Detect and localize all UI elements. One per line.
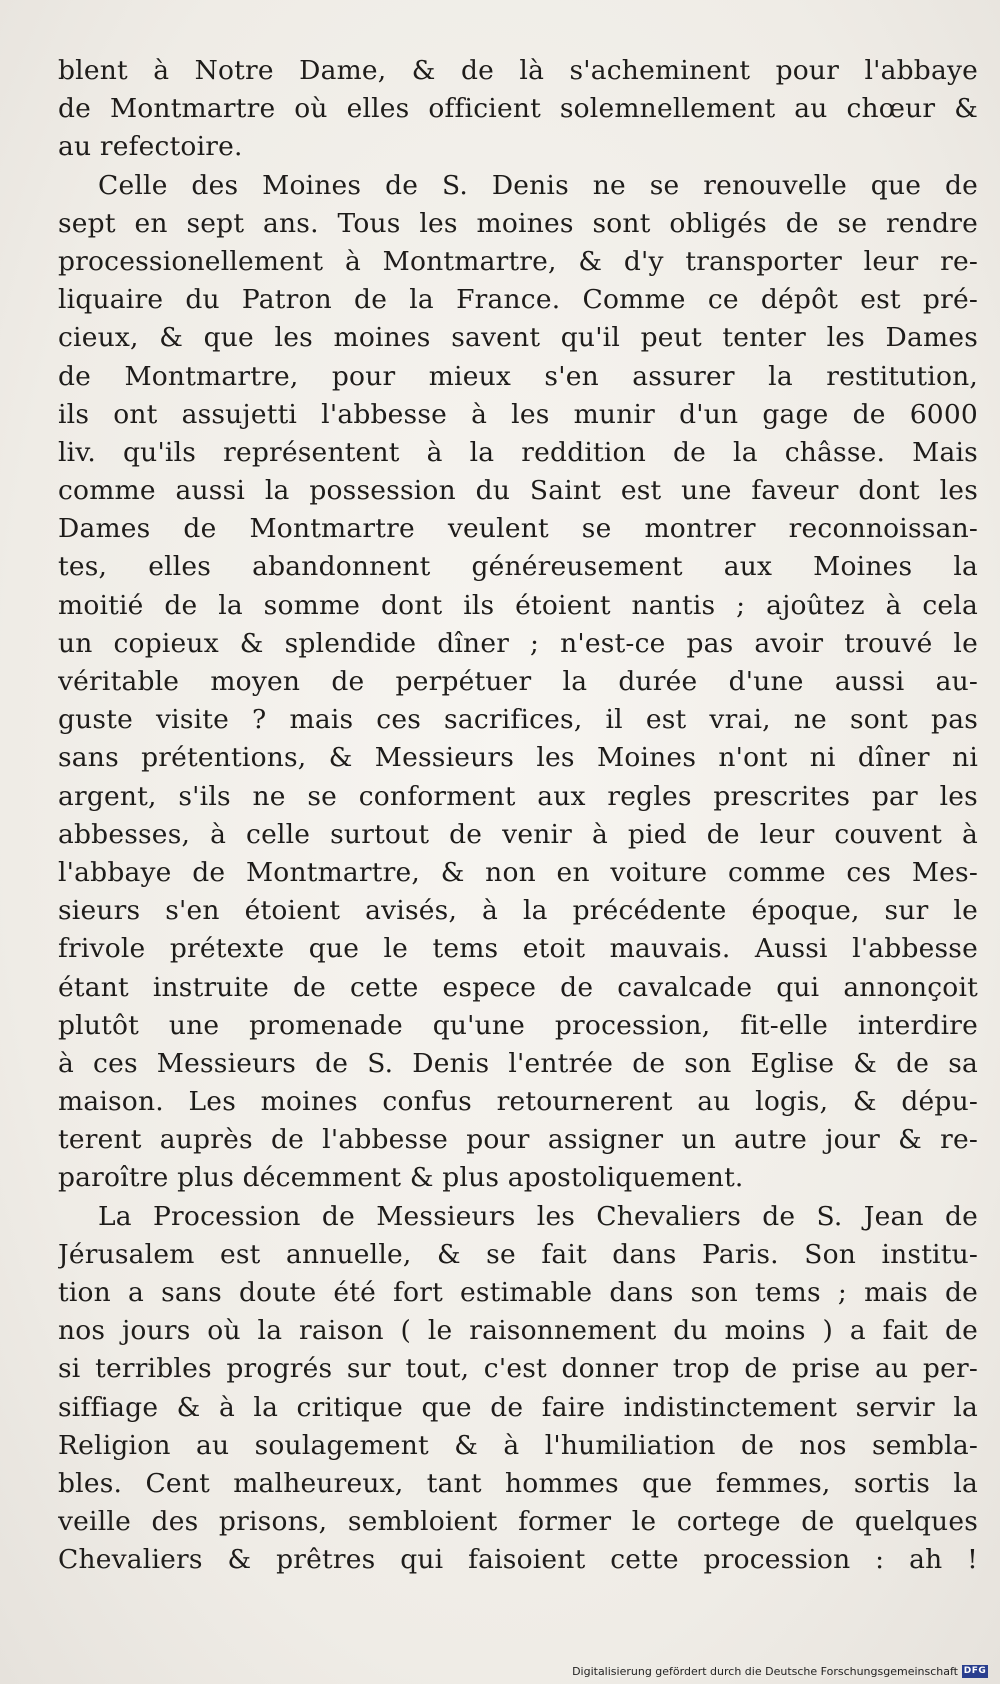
text-line: un copieux & splendide dîner ; n'est-ce pas avoir trouvé le [58, 627, 978, 659]
text-line: bles. Cent malheureux, tant hommes que femmes, sortis la [58, 1467, 978, 1499]
text-line: comme aussi la possession du Saint est une faveur dont les [58, 475, 978, 507]
text-line: plutôt une promenade qu'une procession, fit-elle interdire [58, 1009, 978, 1041]
text-line: tion a sans doute été fort estimable dans son tems ; mais de [58, 1277, 978, 1308]
text-line: à ces Messieurs de S. Denis l'entrée de son Eglise & de sa [58, 1047, 978, 1079]
text-line: l'abbaye de Montmartre, & non en voiture comme ces Mes- [58, 856, 978, 888]
text-line: Jérusalem est annuelle, & se fait dans Paris. Son institu- [58, 1238, 978, 1270]
credit-text: Digitalisierung gefördert durch die Deutsche Forschungsgemeinschaft [572, 1665, 958, 1678]
text-line: liv. qu'ils représentent à la reddition de la châsse. Mais [58, 436, 978, 468]
text-line: au refectoire. [58, 131, 243, 163]
text-line: siffiage & à la critique que de faire indistinctement servir la [58, 1391, 978, 1423]
text-line: sans prétentions, & Messieurs les Moines n'ont ni dîner ni [58, 742, 978, 774]
text-line: veille des prisons, sembloient former le cortege de quelques [58, 1506, 978, 1538]
text-line: liquaire du Patron de la France. Comme ce dépôt est pré- [58, 284, 978, 316]
text-line: véritable moyen de perpétuer la durée d'une aussi au- [58, 666, 978, 697]
text-line: étant instruite de cette espece de cavalcade qui annonçoit [58, 971, 978, 1003]
text-line: nos jours où la raison ( le raisonnement du moins ) a fait de [58, 1315, 978, 1347]
text-line: tes, elles abandonnent généreusement aux Moines la [58, 551, 978, 583]
text-line: La Procession de Messieurs les Chevaliers de S. Jean de [98, 1200, 978, 1232]
text-line: cieux, & que les moines savent qu'il peut tenter les Dames [58, 322, 978, 354]
body-text [58, 52, 978, 1580]
text-line: frivole prétexte que le tems etoit mauvais. Aussi l'abbesse [58, 933, 978, 965]
text-line: processionellement à Montmartre, & d'y transporter leur re- [58, 245, 978, 277]
text-line: sept en sept ans. Tous les moines sont obligés de se rendre [58, 207, 978, 239]
text-line: si terribles progrés sur tout, c'est donner trop de prise au per- [58, 1353, 978, 1385]
text-line: Celle des Moines de S. Denis ne se renouvelle que de [98, 169, 978, 201]
dfg-logo-icon: DFG [963, 1666, 987, 1676]
text-line: Chevaliers & prêtres qui faisoient cette procession : ah ! [58, 1544, 978, 1576]
text-line: de Montmartre où elles officient solemnellement au chœur & [58, 93, 978, 125]
text-line: de Montmartre, pour mieux s'en assurer la restitution, [58, 360, 978, 392]
text-line: sieurs s'en étoient avisés, à la précédente époque, sur le [58, 895, 978, 927]
text-line: abbesses, à celle surtout de venir à pied de leur couvent à [58, 818, 978, 850]
text-line: Dames de Montmartre veulent se montrer reconnoissan- [58, 513, 978, 545]
text-line: terent auprès de l'abbesse pour assigner un autre jour & re- [58, 1124, 978, 1156]
text-line: blent à Notre Dame, & de là s'acheminent pour l'abbaye [58, 55, 978, 86]
text-line: guste visite ? mais ces sacrifices, il est vrai, ne sont pas [58, 704, 978, 736]
text-line: maison. Les moines confus retournerent au logis, & dépu- [58, 1086, 978, 1118]
text-line: ils ont assujetti l'abbesse à les munir d'un gage de 6000 [58, 398, 978, 430]
digitization-credit [572, 1665, 988, 1678]
text-line: argent, s'ils ne se conforment aux regles prescrites par les [58, 780, 978, 812]
text-line: paroître plus décemment & plus apostoliquement. [58, 1162, 744, 1194]
text-line: moitié de la somme dont ils étoient nantis ; ajoûtez à cela [58, 589, 978, 621]
text-line: Religion au soulagement & à l'humiliation de nos sembla- [58, 1429, 978, 1461]
